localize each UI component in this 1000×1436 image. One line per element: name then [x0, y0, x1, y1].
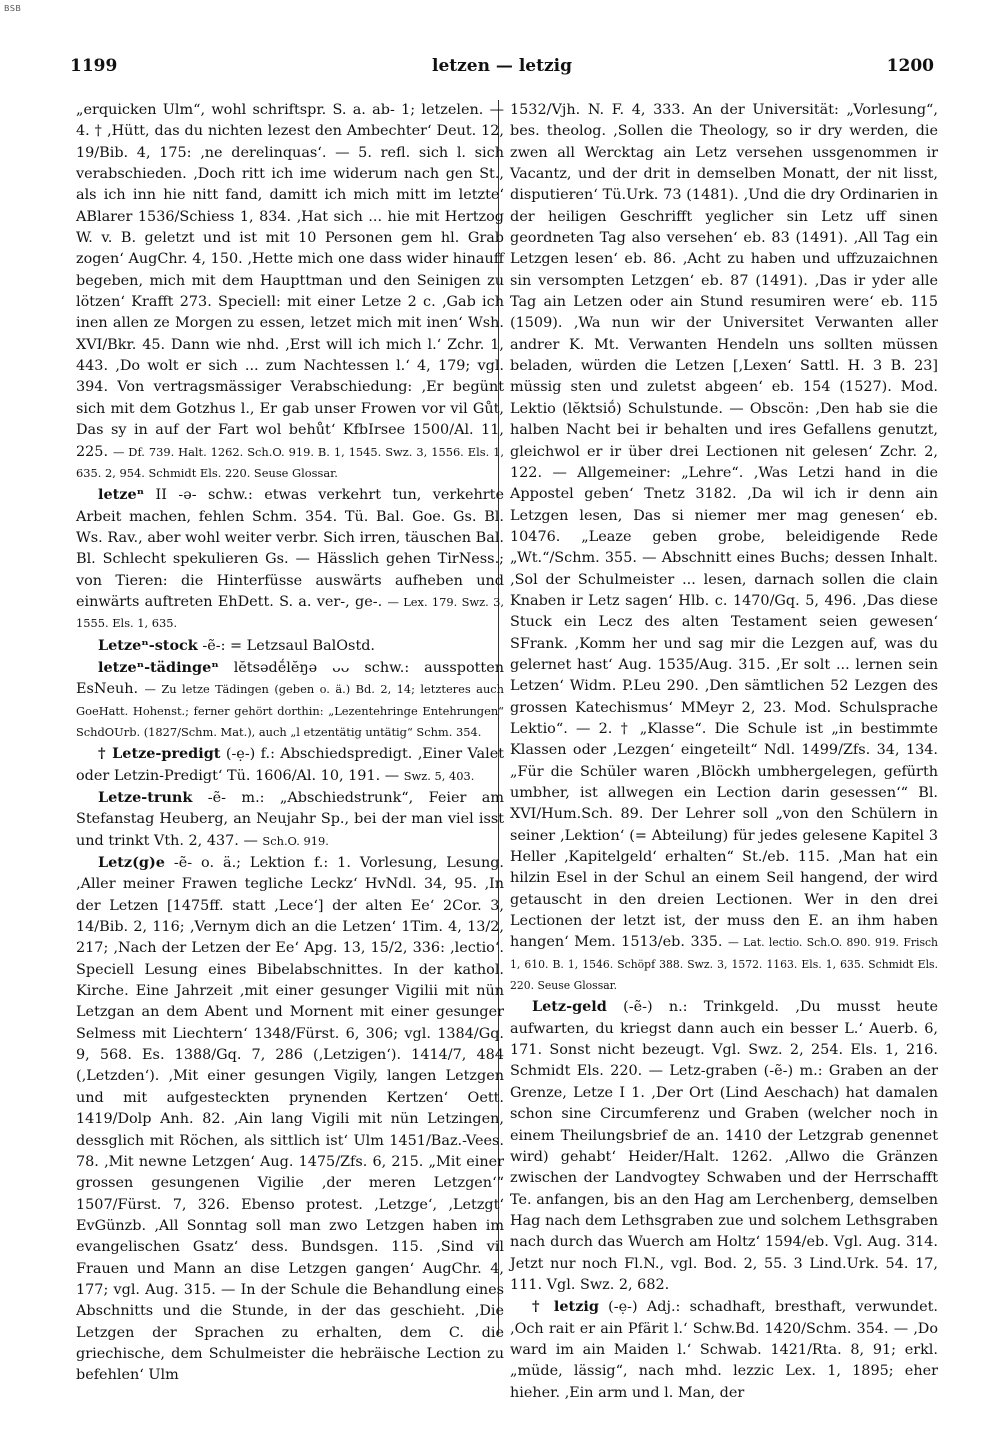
headword: † letzig: [532, 1298, 599, 1316]
headword: Letz-geld: [532, 998, 607, 1016]
entry-paragraph: 1532/Vjh. N. F. 4, 333. An der Universität: „Vorlesung“, bes. theolog. ‚Sollen die Theology, so ir dry werden, die zwen all Wercktag ain Letz versehen ussgenommen ir Vacantz, und der drit in demselben Monatt, der nit lisst, disputieren‘ Tü.Urk. 73 (1481). ‚Und die dry Ordinarien in der heiligen Geschrifft yeglicher sin Letz uff sinen geordneten Tag also versehen‘ eb. 83 (1491). ‚All Tag ein Letzgen lesen‘ eb. 86. ‚Acht zu haben und uffzuzaichnen sin versompten Letzgen‘ eb. 87 (1491). ‚Das ir yder alle Tag ain Letzen oder ain Stund resumiren were‘ eb. 115 (1509). ‚Wa nun wir der Universitet Verwanten aller andrer K. Mt. Verwanten Hendeln uns sollten müssen beladen, würden die Letzen [‚Lexen‘ Sattl. H. 3 B. 23] müssig sten und zuletst abgeen‘ eb. 154 (1527). Mod. Lektio (lĕktsiṓ) Schulstunde. — Obscön: ‚Den hab sie die halben Nacht bei ir behalten und ires Gefallens genutzt, gleichwol er ir über drei Lectionen nit gelesen‘ Zchr. 2, 122. — Allgemeiner: „Lehre“. ‚Was Letzi hand in die Appostel geben‘ Tnetz 3182. ‚Da wil ich ir denn ain Letzgen lesen, Das si niemer mer mag genesen‘ eb. 10476. „Leaze geben grobe, beleidigende Rede „Wt.“/Schm. 355. — Abschnitt eines Buchs; dessen Inhalt. ‚Sol der Schulmeister ... lesen, darnach sollen die clain Knaben ir Letz sagen‘ Hlb. c. 1470/Gq. 5, 496. ‚Das diese Stuck ein Lecz des alten Testament seien gewesen‘ SFrank. ‚Komm her und sag mir die Lezgen auf, was du gelernet hast‘ Aug. 1535/Aug. 315. ‚Er solt ... lernen sein Letzen‘ Widm. P.Leu 290. ‚Den sämtlichen 52 Lezgen des grossen Katechismus‘ MMeyr 2, 23. Mod. Schulsprache Lektio“. — 2. † „Klasse“. Die Schule ist „in bestimmte Klassen oder ‚Lezgen‘ eingeteilt“ Ndl. 1499/Zfs. 34, 134. „Für die Schüler waren ‚Blöckh umbhergelegen, gefürth umbher, ist allwegen ein Lection darin gesessen‘“ Bl. XVI/Hum.Sch. 89. Der Lehrer soll „von den Schülern in seiner ‚Lektion‘ (= Abteilung) für jedes gelesene Kapitel 3 Heller ‚Kapitelgeld‘ erhalten“ St./eb. 115. ‚Man hat ein hilzin Esel in der Schul an einem Seil hangend, der wird getauscht in den dreien Lectionen. Wer in den drei Lectionen der letzt ist, der muss den E. an ihm haben hangen‘ Mem. 1513/eb. 335. — Lat. lectio. Sch.O. 890. 919. Frisch 1, 610. B. 1, 1546. Schöpf 388. Swz. 3, 1572. 1163. Els. 1, 635. Schmidt Els. 220. Seuse Glossar.: [510, 102, 939, 993]
left-column: [76, 100, 504, 1387]
headword: Letz(g)e: [98, 854, 165, 872]
entry-letze-trunk: Letze-trunk -ẽ- m.: „Abschiedstrunk“, Feier am Stefanstag Heuberg, an Neujahr Sp., bei der man viel isst und trinkt Vth. 2, 437. — Sch.O. 919.: [76, 789, 504, 849]
entry-letz-geld: Letz-geld (-ẽ-) n.: Trinkgeld. ‚Du musst heute aufwarten, du kriegst dann auch ein besser L.‘ Auerb. 6, 171. Sonst nicht bezeugt. Vgl. Swz. 2, 254. Els. 1, 216. Schmidt Els. 220. — Letz-graben (-ẽ-) m.: Graben an der Grenze, Letze I 1. ‚Der Ort (Lind Aeschach) hat damalen schon sine Circumferenz und Graben (welcher noch in einem Theilungsbrief de an. 1410 der Letzgrab genennet wird) gehabt‘ Heider/Halt. 1262. ‚Allwo die Gränzen zwischen der Landvogtey Schwaben und der Herrschafft Te. anfangen, bis an den Hag am Lerchenberg, demselben Hag nach dem Lethsgraben zue und solchem Lethsgraben nach durch das Wuerch am Holtz‘ 1594/eb. Vgl. Aug. 314. Jetzt nur noch Fl.N., vgl. Bod. 2, 55. 3 Lind.Urk. 54. 17, 111. Vgl. Swz. 2, 682.: [510, 998, 938, 1293]
headword: letzeⁿ: [98, 486, 145, 504]
entry-letzge: Letz(g)e -ẽ- o. ä.; Lektion f.: 1. Vorlesung, Lesung. ‚Aller meiner Frawen tegliche Leckz‘ HvNdl. 34, 95. ‚In der Letzen [1475ff. statt ‚Lece‘] der alten Ee‘ 2Cor. 3, 14/Bib. 2, 116; ‚Vernym dich an die Letzen‘ 1Tim. 4, 13/2, 217; ‚Nach der Letzen der Ee‘ Apg. 13, 15/2, 336: ‚lectio‘. Speciell Lesung eines Bibelabschnittes. In der kathol. Kirche. Eine Jahrzeit ‚mit einer gesunger Vigilii mit nün Letzgan an dem Abent und Mornent mit einer gesunger Selmess mit Liechtern‘ 1348/Fürst. 6, 306; vgl. 1384/Gq. 9, 568. Es. 1388/Gq. 7, 286 (‚Letzigen‘). 1414/7, 484 (‚Letzden‘). ‚Mit einer gesungen Vigily, langen Letzgen und mit aufgesteckten prynenden Kertzen‘ Oett. 1419/Dolp Anh. 82. ‚Ain lang Vigili mit nün Letzingen, dessglich mit Röchen, als sittlich ist‘ Ulm 1451/Baz.-Vees. 78. ‚Mit newne Letzgen‘ Aug. 1475/Zfs. 6, 215. „Mit einer grossen gesungenen Vigilie ‚der meren Letzgen‘“ 1507/Fürst. 7, 326. Ebenso protest. ‚Letzge‘, ‚Letzgt‘ EvGünzb. ‚All Sonntag soll man zwo Letzgen haben im evangelischen Gsatz‘ dess. Bundsgen. 115. ‚Sind vil Frauen und Mann an dise Letzgen gangen‘ AugChr. 4, 177; vgl. Aug. 315. — In der Schule die Behandlung eines Abschnitts und die Stunde, in der das geschieht. ‚Die Letzgen der Sprachen zu erhalten, dem C. die griechische, dem Schulmeister die hebräische Lection zu befehlen‘ Ulm: [76, 854, 504, 1384]
entry-letzen-stock: Letzeⁿ-stock -ẽ-: = Letzsaul BalOstd.: [98, 636, 376, 654]
entry-letzig: † letzig (-ẹ-) Adj.: schadhaft, bresthaft, verwundet. ‚Och rait er ain Pfärit l.‘ Schw.Bd. 1420/Schm. 354. — ‚Do ward im ain Maiden l.‘ Schwab. 1421/Rta. 8, 91; erkl. „müde, lässig“, nach mhd. lezzic Lex. 1, 1895; eher hieher. ‚Ein arm und l. Man, der: [510, 1298, 938, 1401]
page-number-right: 1200: [886, 56, 934, 76]
running-title: letzen — letzig: [432, 56, 572, 76]
headword: Letze-trunk: [98, 789, 193, 806]
headword: Letzeⁿ-stock: [98, 636, 198, 654]
library-stamp: BSB: [4, 4, 22, 13]
entry-paragraph: „erquicken Ulm“, wohl schriftspr. S. a. ab- 1; letzelen. — 4. † ‚Hütt, das du nichten lezest den Ambechter‘ Deut. 12, 19/Bib. 4, 175: ‚ne derelinquas‘. — 5. refl. sich l. sich verabschieden. ‚Doch ritt ich ime widerum nach gen St., als ich inn hie nitt fand, damitt ich mich mitt im letzte‘ ABlarer 1536/Schiess 1, 834. ‚Hat sich ... hie mit Hertzog W. v. B. geletzt und ist mit 10 Personen gem hl. Grab zogen‘ AugChr. 4, 150. ‚Hette mich one dass wider hinauff begeben, mich mit dem Haupttman und den Seinigen zu lötzen‘ Krafft 273. Speciell: mit einer Letze 2 c. ‚Gab ich inen allen ze Morgen zu essen, letzet mich mit inen‘ Wsh. XVI/Bkr. 45. Dann wie nhd. ‚Erst will ich mich l.‘ Zchr. 1, 443. ‚Do wolt er sich ... zum Nachtessen l.‘ 4, 179; vgl. 394. Von vertragsmässiger Verabschiedung: ‚Er begünt sich mit dem Gotzhus l., Er gab unser Frowen vor vil Gůt, Das sy in auf der Fart wol behůt‘ KfbIrsee 1500/Al. 11, 225. — Df. 739. Halt. 1262. Sch.O. 919. B. 1, 1545. Swz. 3, 1556. Els. 1, 635. 2, 954. Schmidt Els. 220. Seuse Glossar.: [76, 102, 505, 480]
right-column: [510, 100, 938, 1404]
headword: letzeⁿ-tädingeⁿ: [98, 658, 219, 676]
entry-letze-predigt: † Letze-predigt (-ẹ-) f.: Abschiedspredigt. ‚Einer Valet oder Letzin-Predigt‘ Tü. 1606/Al. 10, 191. — Swz. 5, 403.: [76, 745, 505, 784]
headword: † Letze-predigt: [98, 745, 221, 763]
page-header: [70, 56, 934, 84]
page-number-left: 1199: [70, 56, 118, 76]
entry-letzen-ii: letzeⁿ II -ə- schw.: etwas verkehrt tun, verkehrte Arbeit machen, fehlen Schm. 354. Tü. Bal. Goe. Gs. Bl. Ws. Rav., aber wohl weiter verbr. Sich irren, täuschen Bal. Bl. Schlecht spekulieren Gs. — Hässlich gehen TirNess.; von Tieren: die Hinterfüsse auswärts aufheben und einwärts auftreten EhDett. S. a. ver-, ge-. — Lex. 179. Swz. 3, 1555. Els. 1, 635.: [76, 486, 504, 631]
entry-letzen-taedingen: letzeⁿ-tädingeⁿ lĕtsədḗlĕŋə ᴗᴗ schw.: ausspotten EsNeuh. — Zu letze Tädingen (geben o. ä.) Bd. 2, 14; letzteres auch GoeHatt. Hohenst.; ferner gehört dorthin: „Lezentehringe Entehrungen“ SchdOUrb. (1827/Schm. Mat.), auch „l etzentätig untätig“ Schm. 354.: [76, 658, 504, 739]
